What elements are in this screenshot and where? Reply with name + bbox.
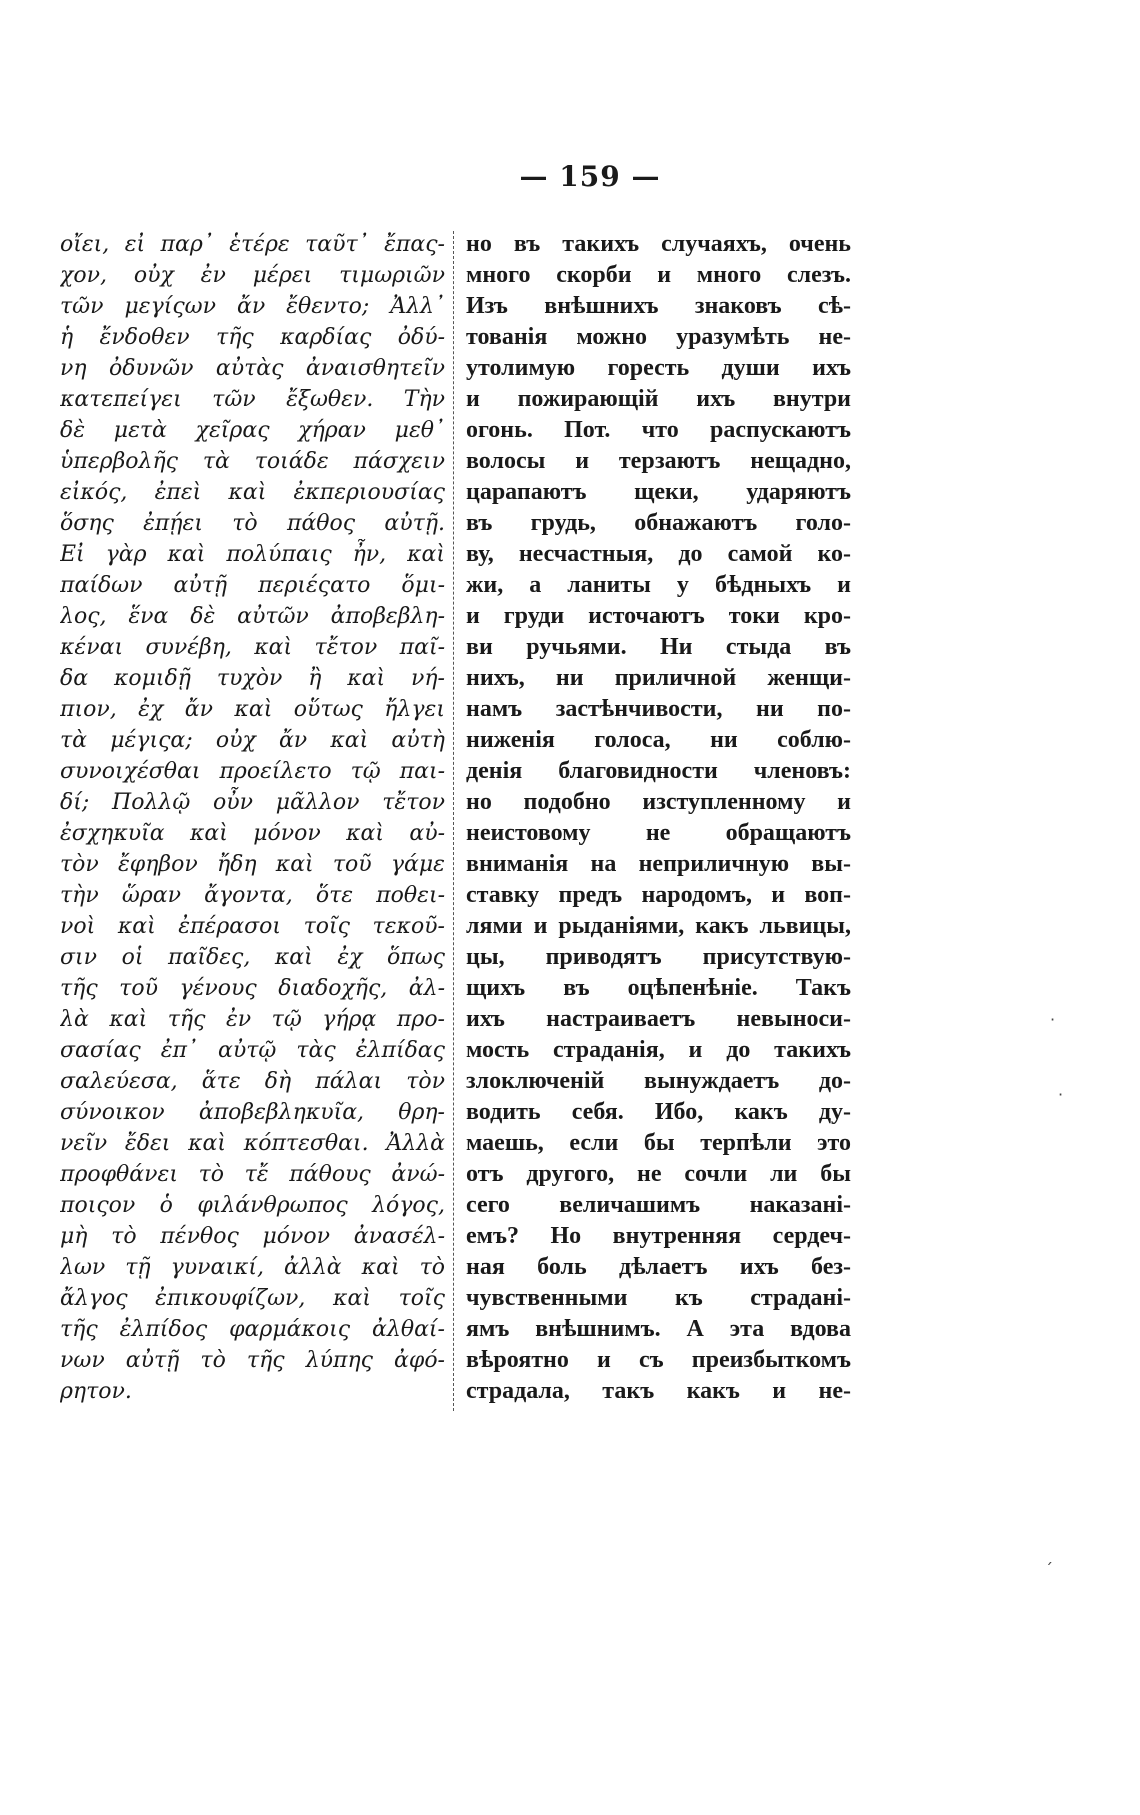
page-number-text: — 159 —	[519, 160, 661, 193]
greek-text-line: τὰ μέγιςα; οὐχ ἄν καὶ αὐτὴ	[60, 728, 445, 753]
greek-text-line: τὴν ὥραν ἄγοντα, ὅτε ποθει-	[60, 883, 445, 908]
greek-text-line: δί; Πολλῷ οὖν μᾶλλον τἔτον	[60, 790, 445, 815]
greek-text-line: ὅσης ἐπῄει τὸ πάθος αὐτῇ.	[60, 511, 445, 536]
russian-text-line: ихъ настраиваетъ невыноси-	[466, 1006, 851, 1032]
greek-text-line: τῶν μεγίςων ἄν ἔθεντο; Ἀλλ᾽	[60, 294, 445, 319]
russian-text-line: ямъ внѣшнимъ. А эта вдова	[466, 1316, 851, 1342]
russian-text-line: денія благовидности членовъ:	[466, 758, 851, 784]
russian-text-line: злоключеній вынуждаетъ до-	[466, 1068, 851, 1094]
russian-text-line: ставку предъ народомъ, и воп-	[466, 882, 851, 908]
greek-text-line: ἐσχηκυῖα καὶ μόνον καὶ αὐ-	[60, 821, 445, 846]
greek-text-line: χον, οὐχ ἐν μέρει τιμωριῶν	[60, 263, 445, 288]
greek-text-line: λων τῇ γυναικί, ἀλλὰ καὶ τὸ	[60, 1255, 445, 1280]
greek-text-line: μὴ τὸ πένθος μόνον ἀνασέλ-	[60, 1224, 445, 1249]
greek-text-line: σιν οἱ παῖδες, καὶ ἐχ ὅπως	[60, 945, 445, 970]
greek-text-line: νοὶ καὶ ἐπέρασοι τοῖς τεκοῦ-	[60, 914, 445, 939]
column-divider	[453, 231, 454, 1411]
greek-text-line: σασίας ἐπ᾽ αὐτῷ τὰς ἐλπίδας	[60, 1038, 445, 1063]
greek-text-line: λὰ καὶ τῆς ἐν τῷ γήρᾳ προ-	[60, 1007, 445, 1032]
russian-text-line: царапаютъ щеки, ударяютъ	[466, 479, 851, 505]
greek-text-line: σύνοικον ἀποβεβληκυῖα, θρη-	[60, 1100, 445, 1125]
print-speck-mark: ˊ	[1045, 1560, 1053, 1579]
russian-text-line: волосы и терзаютъ нещадно,	[466, 448, 851, 474]
russian-text-line: мость страданія, и до такихъ	[466, 1037, 851, 1063]
russian-text-line: жи, а ланиты у бѣдныхъ и	[466, 572, 851, 598]
russian-text-line: сего величашимъ наказані-	[466, 1192, 851, 1218]
russian-text-line: нихъ, ни приличной женщи-	[466, 665, 851, 691]
russian-text-line: ву, несчастныя, до самой ко-	[466, 541, 851, 567]
russian-text-line: неистовому не обращаютъ	[466, 820, 851, 846]
greek-text-line: νων αὐτῇ τὸ τῆς λύπης ἀφό-	[60, 1348, 445, 1373]
print-speck-mark: ·	[1050, 1010, 1056, 1029]
russian-text-line: тованія можно уразумѣть не-	[466, 324, 851, 350]
russian-text-line: щихъ въ оцѣпенѣніе. Такъ	[466, 975, 851, 1001]
greek-text-line: νεῖν ἔδει καὶ κόπτεσθαι. Ἀλλὰ	[60, 1131, 445, 1156]
russian-text-line: въ грудь, обнажаютъ голо-	[466, 510, 851, 536]
russian-text-line: утолимую горесть души ихъ	[466, 355, 851, 381]
russian-text-line: ви ручьями. Ни стыда въ	[466, 634, 851, 660]
russian-text-line: намъ застѣнчивости, ни по-	[466, 696, 851, 722]
greek-text-line: τῆς ἐλπίδος φαρμάκοις ἀλθαί-	[60, 1317, 445, 1342]
russian-text-line: водить себя. Ибо, какъ ду-	[466, 1099, 851, 1125]
russian-text-line: маешь, если бы терпѣли это	[466, 1130, 851, 1156]
russian-text-line: и пожирающій ихъ внутри	[466, 386, 851, 412]
russian-text-line: вниманія на неприличную вы-	[466, 851, 851, 877]
greek-text-line: τὸν ἔφηβον ἤδη καὶ τοῦ γάμε	[60, 852, 445, 877]
greek-text-column	[60, 229, 445, 1407]
russian-text-line: Изъ внѣшнихъ знаковъ сѣ-	[466, 293, 851, 319]
russian-text-line: чувственными къ страдані-	[466, 1285, 851, 1311]
greek-text-line: κέναι συνέβη, καὶ τἔτον παῖ-	[60, 635, 445, 660]
russian-text-column	[466, 229, 851, 1407]
greek-text-line: δα κομιδῇ τυχὸν ἢ καὶ νή-	[60, 666, 445, 691]
greek-text-line: παίδων αὐτῇ περιέςατο ὅμι-	[60, 573, 445, 598]
greek-text-line: ἡ ἔνδοθεν τῆς καρδίας ὀδύ-	[60, 325, 445, 350]
greek-text-line: δὲ μετὰ χεῖρας χήραν μεθ᾽	[60, 418, 445, 443]
greek-text-line: σαλεύεσα, ἅτε δὴ πάλαι τὸν	[60, 1069, 445, 1094]
russian-text-line: но подобно изступленному и	[466, 789, 851, 815]
russian-text-line: отъ другого, не сочли ли бы	[466, 1161, 851, 1187]
russian-text-line: страдала, такъ какъ и не-	[466, 1378, 851, 1404]
russian-text-line: цы, приводятъ присутствую-	[466, 944, 851, 970]
russian-text-line: много скорби и много слезъ.	[466, 262, 851, 288]
greek-text-line: τῆς τοῦ γένους διαδοχῆς, ἀλ-	[60, 976, 445, 1001]
greek-text-line: ποιςον ὁ φιλάνθρωπος λόγος,	[60, 1193, 445, 1218]
greek-text-line: ὑπερβολῆς τὰ τοιάδε πάσχειν	[60, 449, 445, 474]
greek-text-line: Εἰ γὰρ καὶ πολύπαις ἦν, καὶ	[60, 542, 445, 567]
greek-text-line: κατεπείγει τῶν ἔξωθεν. Τὴν	[60, 387, 445, 412]
print-speck-mark: ·	[1058, 1085, 1064, 1104]
greek-text-line: ρητον.	[60, 1379, 132, 1404]
russian-text-line: лями и рыданіями, какъ львицы,	[466, 913, 851, 939]
greek-text-line: εἰκός, ἐπεὶ καὶ ἐκπεριουσίας	[60, 480, 445, 505]
russian-text-line: ниженія голоса, ни соблю-	[466, 727, 851, 753]
greek-text-line: λος, ἕνα δὲ αὐτῶν ἀποβεβλη-	[60, 604, 445, 629]
russian-text-line: ная боль дѣлаетъ ихъ без-	[466, 1254, 851, 1280]
greek-text-line: οἴει, εἰ παρ᾽ ἑτέρε ταῦτ᾽ ἔπας-	[60, 232, 445, 257]
russian-text-line: вѣроятно и съ преизбыткомъ	[466, 1347, 851, 1373]
russian-text-line: но въ такихъ случаяхъ, очень	[466, 231, 851, 257]
russian-text-line: емъ? Но внутренняя сердеч-	[466, 1223, 851, 1249]
greek-text-line: συνοιχέσθαι προείλετο τῷ παι-	[60, 759, 445, 784]
russian-text-line: огонь. Пот. что распускаютъ	[466, 417, 851, 443]
greek-text-line: νη ὀδυνῶν αὐτὰς ἀναισθητεῖν	[60, 356, 445, 381]
russian-text-line: и груди источаютъ токи кро-	[466, 603, 851, 629]
greek-text-line: ἄλγος ἐπικουφίζων, καὶ τοῖς	[60, 1286, 445, 1311]
greek-text-line: πιον, ἐχ ἄν καὶ οὕτως ἤλγει	[60, 697, 445, 722]
greek-text-line: προφθάνει τὸ τἔ πάθους ἀνώ-	[60, 1162, 445, 1187]
page-number	[0, 160, 1140, 193]
